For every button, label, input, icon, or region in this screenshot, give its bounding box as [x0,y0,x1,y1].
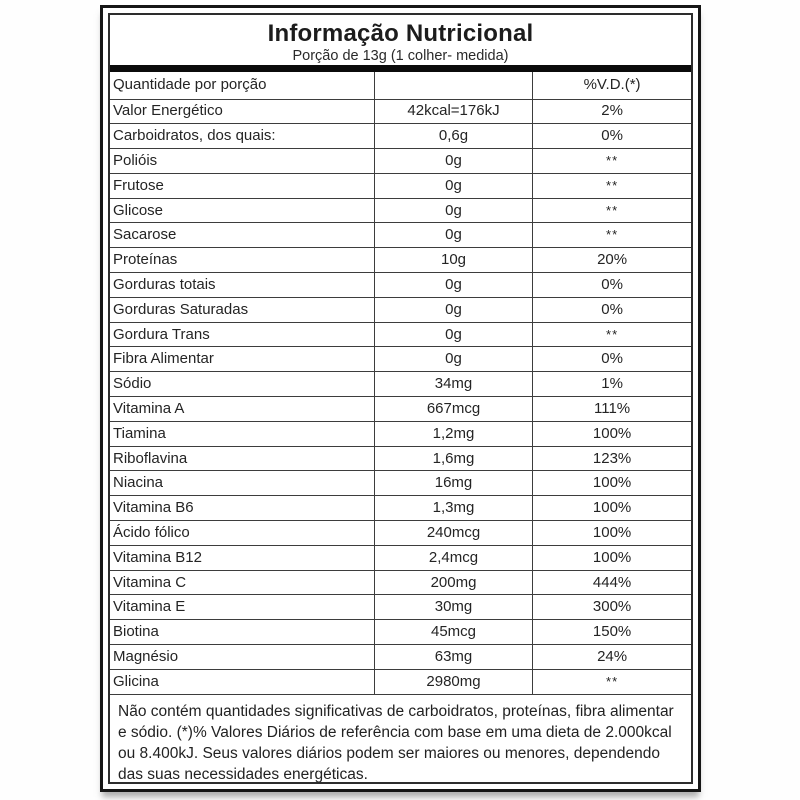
nutrient-dv-cell: 123% [533,446,691,471]
nutrient-dv-cell: 100% [533,545,691,570]
nutrient-amount-cell: 0g [374,297,532,322]
nutrition-table-body [110,99,691,694]
nutrient-dv-cell: 0% [533,124,691,149]
nutrient-name-cell: Riboflavina [110,446,374,471]
table-row [110,347,691,372]
nutrient-name-cell: Carboidratos, dos quais: [110,124,374,149]
nutrient-dv-cell: 0% [533,347,691,372]
nutrient-name-cell: Sacarose [110,223,374,248]
nutrient-amount-cell: 0g [374,198,532,223]
nutrient-name-cell: Vitamina A [110,397,374,422]
nutrient-amount-cell: 0g [374,273,532,298]
nutrient-name-cell: Frutose [110,173,374,198]
table-row [110,521,691,546]
nutrient-name-cell: Fibra Alimentar [110,347,374,372]
table-row [110,248,691,273]
nutrient-dv-cell: ** [533,198,691,223]
nutrient-name-cell: Vitamina C [110,570,374,595]
label-title-block [110,15,691,65]
nutrient-dv-cell: 100% [533,471,691,496]
nutrient-name-cell: Magnésio [110,645,374,670]
nutrient-dv-cell: 1% [533,372,691,397]
nutrient-name-cell: Polióis [110,149,374,174]
table-row [110,372,691,397]
table-row [110,446,691,471]
nutrient-dv-cell: ** [533,322,691,347]
nutrient-dv-cell: ** [533,149,691,174]
table-row [110,149,691,174]
table-row [110,173,691,198]
table-row [110,669,691,694]
nutrient-dv-cell: 20% [533,248,691,273]
nutrient-dv-cell: 100% [533,496,691,521]
nutrient-amount-cell: 0g [374,223,532,248]
nutrient-name-cell: Tiamina [110,421,374,446]
nutrient-amount-cell: 0,6g [374,124,532,149]
table-row [110,297,691,322]
label-outer-frame [100,5,701,792]
nutrient-dv-cell: 111% [533,397,691,422]
nutrition-table-head [110,72,691,99]
nutrient-amount-cell: 1,6mg [374,446,532,471]
table-row [110,223,691,248]
nutrient-dv-cell: 100% [533,421,691,446]
nutrient-dv-cell: 150% [533,620,691,645]
nutrient-name-cell: Proteínas [110,248,374,273]
table-row [110,620,691,645]
header-quantity-per-serving: Quantidade por porção [110,72,374,99]
table-row [110,198,691,223]
nutrient-dv-cell: 444% [533,570,691,595]
nutrient-amount-cell: 16mg [374,471,532,496]
nutrient-amount-cell: 0g [374,173,532,198]
nutrient-name-cell: Glicina [110,669,374,694]
footnote-text: Não contém quantidades significativas de carboidratos, proteínas, fibra alimentar e sódio. (*)% Valores Diários de referência com base em uma dieta de 2.000kcal ou 8.400kJ. Seus valores diários podem ser maiores ou menores, dependendo das suas necessidades energéticas. [118,702,674,783]
table-row [110,322,691,347]
header-daily-value: %V.D.(*) [533,72,691,99]
table-row [110,124,691,149]
nutrition-label [108,13,693,784]
nutrient-name-cell: Vitamina B12 [110,545,374,570]
table-row [110,570,691,595]
nutrient-dv-cell: ** [533,223,691,248]
nutrient-name-cell: Vitamina E [110,595,374,620]
nutrient-dv-cell: 100% [533,521,691,546]
nutrient-amount-cell: 1,3mg [374,496,532,521]
nutrient-name-cell: Vitamina B6 [110,496,374,521]
table-row [110,496,691,521]
nutrient-name-cell: Gorduras totais [110,273,374,298]
table-row [110,645,691,670]
nutrient-amount-cell: 1,2mg [374,421,532,446]
table-row [110,397,691,422]
nutrient-amount-cell: 0g [374,322,532,347]
nutrient-dv-cell: ** [533,173,691,198]
nutrient-amount-cell: 2,4mcg [374,545,532,570]
nutrient-name-cell: Glicose [110,198,374,223]
header-divider-bar [110,65,691,72]
nutrient-name-cell: Gordura Trans [110,322,374,347]
table-row [110,471,691,496]
nutrient-amount-cell: 667mcg [374,397,532,422]
nutrient-name-cell: Ácido fólico [110,521,374,546]
table-row [110,99,691,124]
nutrient-amount-cell: 63mg [374,645,532,670]
nutrient-amount-cell: 42kcal=176kJ [374,99,532,124]
table-row [110,273,691,298]
nutrient-dv-cell: 0% [533,297,691,322]
nutrient-name-cell: Valor Energético [110,99,374,124]
nutrient-amount-cell: 240mcg [374,521,532,546]
nutrient-amount-cell: 45mcg [374,620,532,645]
serving-size-text: Porção de 13g (1 colher- medida) [292,48,509,64]
nutrient-dv-cell: ** [533,669,691,694]
table-row [110,421,691,446]
nutrient-dv-cell: 0% [533,273,691,298]
nutrition-table [110,72,691,695]
nutrient-dv-cell: 2% [533,99,691,124]
nutrient-amount-cell: 0g [374,149,532,174]
label-title: Informação Nutricional [267,20,534,47]
table-row [110,595,691,620]
nutrient-dv-cell: 300% [533,595,691,620]
nutrient-amount-cell: 2980mg [374,669,532,694]
table-row [110,545,691,570]
nutrient-amount-cell: 200mg [374,570,532,595]
nutrient-name-cell: Gorduras Saturadas [110,297,374,322]
nutrient-amount-cell: 30mg [374,595,532,620]
header-amount-empty [374,72,532,99]
nutrient-name-cell: Niacina [110,471,374,496]
nutrient-amount-cell: 0g [374,347,532,372]
nutrient-name-cell: Biotina [110,620,374,645]
nutrient-name-cell: Sódio [110,372,374,397]
nutrient-amount-cell: 34mg [374,372,532,397]
nutrient-dv-cell: 24% [533,645,691,670]
table-header-row [110,72,691,99]
nutrient-amount-cell: 10g [374,248,532,273]
